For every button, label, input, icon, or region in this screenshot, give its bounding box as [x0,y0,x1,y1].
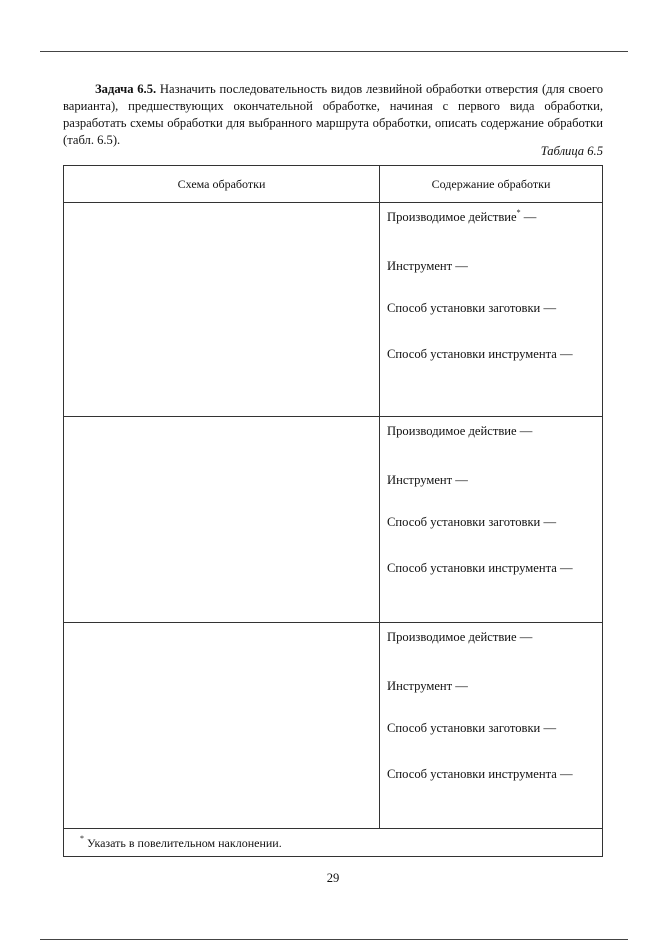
row-2-tool-setup: Способ установки инструмента — [387,561,573,575]
row-1-action-label: Производимое действие [387,210,517,224]
row-divider [64,416,602,417]
row-3-tool: Инструмент — [387,679,468,693]
row-1-workpiece-setup: Способ установки заготовки — [387,301,557,315]
footnote-mark: * [80,834,84,843]
header-rule [40,51,628,52]
row-3-tool-setup: Способ установки инструмента — [387,767,573,781]
task-paragraph [63,81,603,149]
header-divider [64,202,602,203]
row-2-action: Производимое действие — [387,424,533,438]
footer-rule [40,939,628,940]
row-2-workpiece-setup: Способ установки заготовки — [387,515,557,529]
processing-table [63,165,603,857]
task-text: Назначить последовательность видов лезвийной обработки отверстия (для своего варианта), предшествующих окончательной обработке, начиная с первого вида обработки, разработать схемы обработки для выбранного маршрута обработки, описать содержание обработки (табл. 6.5). [63,82,604,147]
row-divider [64,622,602,623]
row-1-action [387,210,536,225]
footnote-text: Указать в повелительном наклонении. [87,836,282,850]
column-divider [379,166,380,828]
header-content: Содержание обработки [431,177,551,191]
table-footnote [80,836,282,851]
page-number: 29 [326,871,340,885]
footnote-mark: * [516,208,521,217]
row-3-action: Производимое действие — [387,630,533,644]
task-label: Задача 6.5. [95,82,157,96]
row-3-workpiece-setup: Способ установки заготовки — [387,721,557,735]
table-caption: Таблица 6.5 [540,144,603,158]
header-scheme: Схема обработки [177,177,266,191]
dash: — [523,210,537,224]
row-1-tool-setup: Способ установки инструмента — [387,347,573,361]
row-1-tool: Инструмент — [387,259,468,273]
row-2-tool: Инструмент — [387,473,468,487]
footnote-divider [64,828,602,829]
